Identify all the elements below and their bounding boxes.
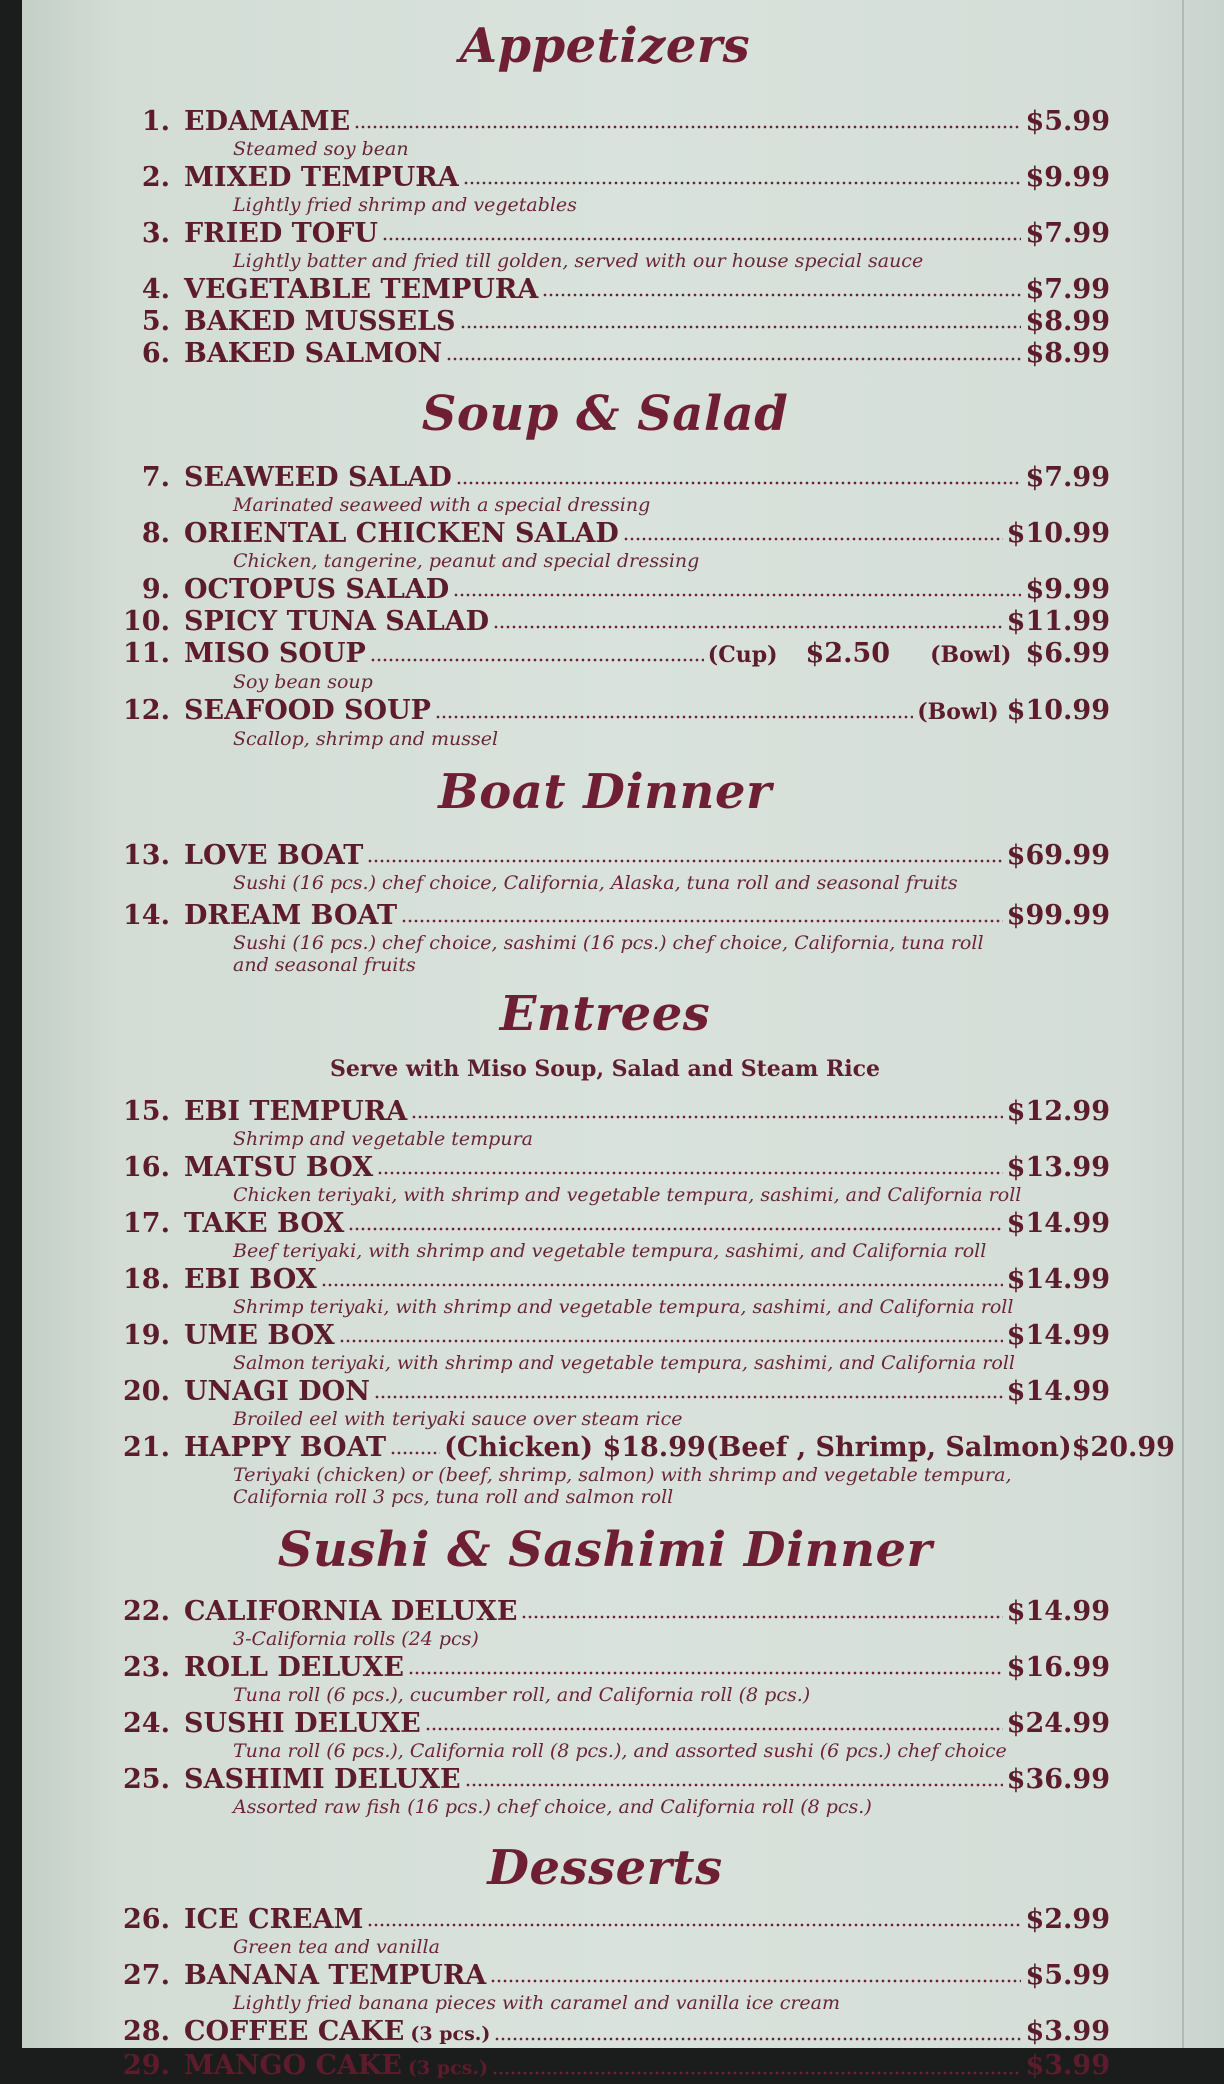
leader-dots [542, 293, 1021, 297]
item-number: 17. [123, 1208, 170, 1239]
item-name: BAKED SALMON [184, 338, 443, 369]
menu-item [100, 2050, 1110, 2084]
item-description: Lightly fried banana pieces with caramel and vanilla ice cream [233, 1992, 841, 2014]
item-description: Lightly batter and fried till golden, served with our house special sauce [233, 250, 924, 272]
menu-item [100, 1708, 1110, 1762]
item-name: EBI TEMPURA [184, 1096, 408, 1127]
item-number: 13. [123, 840, 170, 871]
menu-content [100, 0, 1175, 2084]
menu-item [100, 606, 1110, 638]
leader-dots [390, 1451, 440, 1455]
item-description: Salmon teriyaki, with shrimp and vegetable tempura, sashimi, and California roll [233, 1352, 1015, 1374]
menu-page [22, 0, 1224, 2081]
item-name: MIXED TEMPURA [184, 162, 459, 193]
item-price: $69.99 [1006, 840, 1110, 871]
item-number: 24. [123, 1708, 170, 1739]
leader-dots [370, 658, 704, 662]
item-number: 11. [123, 638, 170, 669]
section-sushi-sashimi [100, 1508, 1110, 1818]
leader-dots [446, 357, 1021, 361]
item-name: BANANA TEMPURA [184, 1960, 487, 1991]
section-soup-salad [100, 370, 1110, 750]
item-name: FRIED TOFU [184, 218, 378, 249]
item-name: LOVE BOAT [184, 840, 364, 871]
item-number: 9. [141, 574, 170, 605]
item-price: $5.99 [1025, 1960, 1110, 1991]
item-price: $16.99 [1006, 1652, 1110, 1683]
item-price: $3.99 [1025, 2016, 1110, 2047]
item-price: $14.99 [1006, 1264, 1110, 1295]
item-number: 8. [141, 518, 170, 549]
leader-dots [465, 1783, 1003, 1787]
item-number: 28. [123, 2016, 170, 2047]
item-number: 4. [141, 274, 170, 305]
item-name: SUSHI DELUXE [184, 1708, 421, 1739]
leader-dots [382, 237, 1021, 241]
item-price: $9.99 [1025, 162, 1110, 193]
leader-dots [354, 125, 1021, 129]
leader-dots [339, 1339, 1003, 1343]
menu-item [100, 840, 1110, 894]
section-boat-dinner [100, 750, 1110, 976]
menu-item [100, 518, 1110, 572]
item-name: BAKED MUSSELS [184, 306, 456, 337]
item-description: Chicken teriyaki, with shrimp and vegetable tempura, sashimi, and California roll [233, 1184, 1022, 1206]
item-number: 1. [141, 106, 170, 137]
item-description: Teriyaki (chicken) or (beef, shrimp, salmon) with shrimp and vegetable tempura, [233, 1464, 1012, 1486]
menu-item [100, 1096, 1110, 1150]
item-name: ORIENTAL CHICKEN SALAD [184, 518, 619, 549]
item-name: COFFEE CAKE [184, 2016, 405, 2047]
item-description-cont: California roll 3 pcs, tuna roll and salmon roll [233, 1486, 674, 1508]
option-beef-shrimp-salmon: (Beef , Shrimp, Salmon) [705, 1432, 1072, 1463]
item-price: $36.99 [1006, 1764, 1110, 1795]
item-description: Sushi (16 pcs.) chef choice, sashimi (16 pcs.) chef choice, California, tuna roll [233, 932, 984, 954]
item-price: $14.99 [1006, 1320, 1110, 1351]
item-description: Lightly fried shrimp and vegetables [233, 194, 577, 216]
item-price: $9.99 [1025, 574, 1110, 605]
menu-item [100, 1264, 1110, 1318]
item-description: Chicken, tangerine, peanut and special dressing [233, 550, 700, 572]
menu-item [100, 900, 1110, 976]
item-price: $7.99 [1025, 462, 1110, 493]
item-number: 5. [141, 306, 170, 337]
item-description: Beef teriyaki, with shrimp and vegetable tempura, sashimi, and California roll [233, 1240, 987, 1262]
item-name: MATSU BOX [184, 1152, 374, 1183]
item-price: $99.99 [1006, 900, 1110, 931]
section-heading: Entrees [499, 986, 711, 1042]
item-description: Tuna roll (6 pcs.), California roll (8 pcs.), and assorted sushi (6 pcs.) chef choice [233, 1740, 1007, 1762]
item-price: $14.99 [1006, 1376, 1110, 1407]
item-number: 25. [123, 1764, 170, 1795]
leader-dots [494, 2037, 1021, 2041]
cup-label: (Cup) [707, 642, 778, 668]
item-price: $14.99 [1006, 1596, 1110, 1627]
item-description: Assorted raw fish (16 pcs.) chef choice, and California roll (8 pcs.) [233, 1796, 872, 1818]
section-heading: Sushi & Sashimi Dinner [277, 1522, 933, 1578]
section-subheading: Serve with Miso Soup, Salad and Steam Rice [329, 1056, 881, 1082]
item-number: 19. [123, 1320, 170, 1351]
page-fold [1182, 0, 1184, 2048]
menu-item [100, 162, 1110, 216]
section-heading: Soup & Salad [421, 386, 789, 442]
item-note: (3 pcs.) [407, 2057, 488, 2079]
leader-dots [463, 181, 1022, 185]
leader-dots [435, 715, 913, 719]
item-price: $3.99 [1025, 2050, 1110, 2081]
menu-item [100, 1652, 1110, 1706]
menu-item [100, 574, 1110, 606]
item-name: DREAM BOAT [184, 900, 398, 931]
leader-dots [460, 325, 1022, 329]
item-number: 12. [123, 695, 170, 726]
item-name: EBI BOX [184, 1264, 317, 1295]
item-name: HAPPY BOAT [184, 1432, 387, 1463]
leader-dots [456, 481, 1022, 485]
item-price: $13.99 [1006, 1152, 1110, 1183]
item-name: OCTOPUS SALAD [184, 574, 450, 605]
item-number: 27. [123, 1960, 170, 1991]
item-price: $24.99 [1006, 1708, 1110, 1739]
item-number: 15. [123, 1096, 170, 1127]
item-name: ROLL DELUXE [184, 1652, 404, 1683]
menu-item [100, 1208, 1110, 1262]
item-description: Soy bean soup [233, 671, 373, 693]
item-name: SEAFOOD SOUP [184, 695, 431, 726]
leader-dots [411, 1115, 1002, 1119]
section-heading: Desserts [487, 1840, 723, 1896]
item-price: $5.99 [1025, 106, 1110, 137]
item-price: $7.99 [1025, 274, 1110, 305]
menu-item [100, 2016, 1110, 2050]
item-name: VEGETABLE TEMPURA [184, 274, 539, 305]
cup-price: $2.50 [805, 638, 891, 669]
item-name: MANGO CAKE [184, 2050, 402, 2081]
leader-dots [623, 537, 1003, 541]
item-number: 6. [141, 338, 170, 369]
item-number: 26. [123, 1904, 170, 1935]
menu-item [100, 1960, 1110, 2014]
item-number: 21. [123, 1432, 170, 1463]
leader-dots [348, 1227, 1002, 1231]
item-name: SEAWEED SALAD [184, 462, 452, 493]
bowl-label: (Bowl) [930, 642, 1012, 668]
item-description-cont: and seasonal fruits [233, 954, 416, 976]
item-price: $10.99 [1006, 518, 1110, 549]
item-number: 2. [141, 162, 170, 193]
bowl-label: (Bowl) [917, 699, 999, 725]
menu-item [100, 462, 1110, 516]
item-number: 29. [123, 2050, 170, 2081]
menu-item [100, 306, 1110, 338]
item-note: (3 pcs.) [410, 2023, 491, 2045]
item-price: $14.99 [1006, 1208, 1110, 1239]
item-price: $8.99 [1025, 306, 1110, 337]
item-number: 23. [123, 1652, 170, 1683]
menu-item [100, 1432, 1175, 1508]
item-price: $8.99 [1025, 338, 1110, 369]
item-description: Green tea and vanilla [233, 1936, 440, 1958]
item-number: 22. [123, 1596, 170, 1627]
item-description: Broiled eel with teriyaki sauce over steam rice [233, 1408, 683, 1430]
menu-item [100, 1376, 1110, 1430]
menu-item [100, 274, 1110, 306]
section-heading: Boat Dinner [438, 764, 772, 820]
leader-dots [493, 625, 1003, 629]
item-price: $6.99 [1025, 638, 1110, 669]
item-number: 7. [141, 462, 170, 493]
leader-dots [367, 859, 1002, 863]
menu-item [100, 1152, 1110, 1206]
item-description: Steamed soy bean [233, 138, 409, 160]
leader-dots [321, 1283, 1003, 1287]
item-name: UME BOX [184, 1320, 335, 1351]
item-description: Marinated seaweed with a special dressing [233, 494, 651, 516]
item-price: $10.99 [1006, 695, 1110, 726]
item-number: 3. [141, 218, 170, 249]
item-number: 10. [123, 606, 170, 637]
item-price: $11.99 [1006, 606, 1110, 637]
section-appetizers [100, 0, 1110, 370]
menu-item [100, 338, 1110, 370]
leader-dots [490, 1979, 1021, 1983]
leader-dots [453, 593, 1021, 597]
menu-item [100, 1764, 1110, 1818]
section-entrees [100, 976, 1175, 1508]
leader-dots [367, 1923, 1021, 1927]
menu-item [100, 1596, 1110, 1650]
item-name: ICE CREAM [184, 1904, 364, 1935]
item-name: MISO SOUP [184, 638, 366, 669]
menu-item [100, 218, 1110, 272]
leader-dots [521, 1615, 1002, 1619]
item-number: 20. [123, 1376, 170, 1407]
item-price: $7.99 [1025, 218, 1110, 249]
item-number: 16. [123, 1152, 170, 1183]
item-description: Tuna roll (6 pcs.), cucumber roll, and California roll (8 pcs.) [233, 1684, 811, 1706]
leader-dots [425, 1727, 1003, 1731]
leader-dots [401, 919, 1003, 923]
item-number: 18. [123, 1264, 170, 1295]
leader-dots [492, 2071, 1021, 2075]
item-description: 3-California rolls (24 pcs) [233, 1628, 479, 1650]
item-name: SPICY TUNA SALAD [184, 606, 490, 637]
item-description: Shrimp and vegetable tempura [233, 1128, 533, 1150]
menu-item [100, 1904, 1110, 1958]
menu-item [100, 638, 1110, 693]
item-price: $12.99 [1006, 1096, 1110, 1127]
item-name: CALIFORNIA DELUXE [184, 1596, 518, 1627]
item-name: SASHIMI DELUXE [184, 1764, 461, 1795]
item-name: UNAGI DON [184, 1376, 370, 1407]
item-description: Shrimp teriyaki, with shrimp and vegetable tempura, sashimi, and California roll [233, 1296, 1014, 1318]
item-description: Scallop, shrimp and mussel [233, 728, 499, 750]
item-number: 14. [123, 900, 170, 931]
leader-dots [377, 1171, 1002, 1175]
section-desserts [100, 1818, 1110, 2084]
leader-dots [408, 1671, 1003, 1675]
item-price: $2.99 [1025, 1904, 1110, 1935]
menu-item [100, 1320, 1110, 1374]
menu-item [100, 695, 1110, 750]
section-heading: Appetizers [459, 18, 751, 74]
item-price: $20.99 [1071, 1432, 1175, 1463]
leader-dots [374, 1395, 1003, 1399]
item-name: TAKE BOX [184, 1208, 345, 1239]
option-chicken: (Chicken) $18.99 [444, 1432, 706, 1463]
menu-item [100, 106, 1110, 160]
item-description: Sushi (16 pcs.) chef choice, California, Alaska, tuna roll and seasonal fruits [233, 872, 958, 894]
item-name: EDAMAME [184, 106, 351, 137]
